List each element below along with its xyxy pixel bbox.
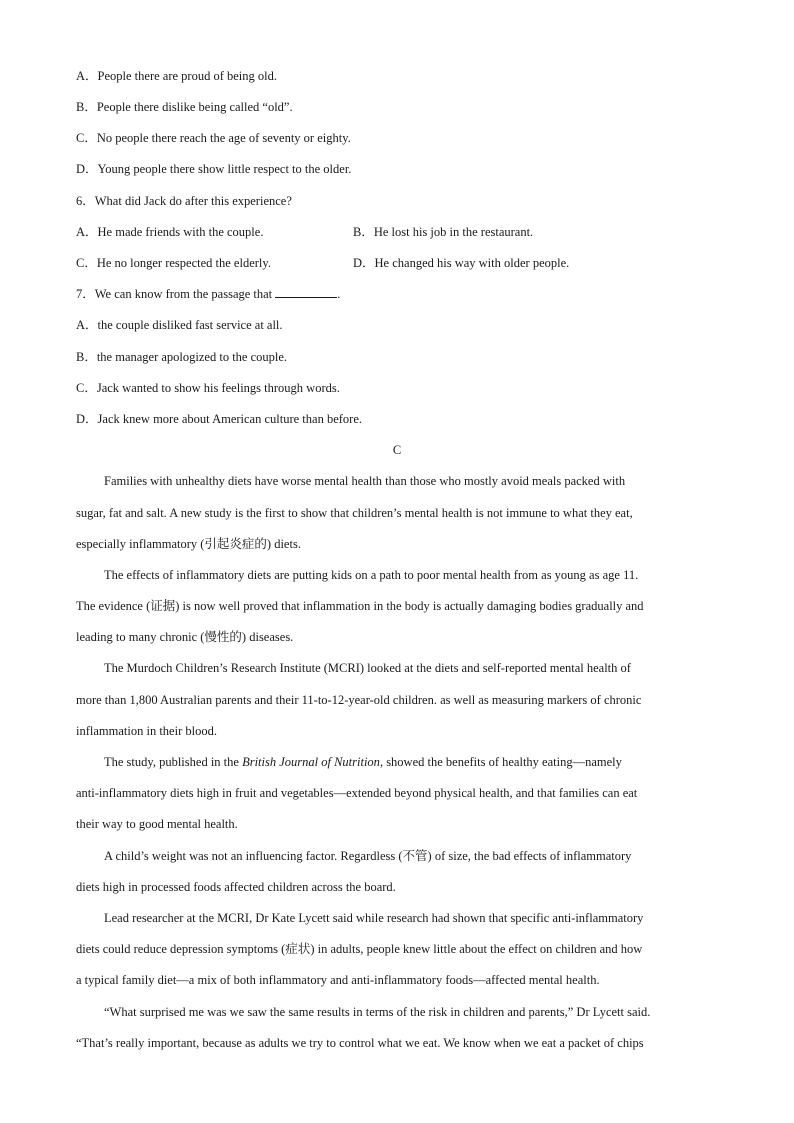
paragraph-4-text-b: , showed the benefits of healthy eating—namely [379,755,622,769]
q6-option-b: B．He lost his job in the restaurant. [353,225,534,239]
q5-option-a: A．People there are proud of being old. [76,69,277,83]
paragraph-3-line-2: more than 1,800 Australian parents and their 11-to-12-year-old children. as well as measuring markers of chronic [76,693,642,707]
paragraph-1-line-3: especially inflammatory (引起炎症的) diets. [76,537,301,551]
paragraph-4-line-1 [104,754,716,770]
paragraph-4-line-3: their way to good mental health. [76,817,238,831]
paragraph-7-line-2: “That’s really important, because as adults we try to control what we eat. We know when we eat a packet of chips [76,1036,644,1050]
q7-option-a: A．the couple disliked fast service at all. [76,318,283,332]
q5-option-b: B．People there dislike being called “old”. [76,100,293,114]
journal-title: British Journal of Nutrition [242,755,380,769]
q7-stem-suffix: . [337,287,341,301]
q7-option-b: B．the manager apologized to the couple. [76,350,288,364]
section-heading: C [392,443,402,457]
q7-stem-prefix: 7．We can know from the passage that [76,287,273,301]
paragraph-4-text-a: The study, published in the [104,755,243,769]
paragraph-6-line-1: Lead researcher at the MCRI, Dr Kate Lycett said while research had shown that specific anti-inflammatory [104,911,644,925]
q6-stem: 6．What did Jack do after this experience? [76,194,292,208]
q7-option-c: C．Jack wanted to show his feelings through words. [76,381,340,395]
paragraph-3-line-1: The Murdoch Children’s Research Institute (MCRI) looked at the diets and self-reported mental health of [104,661,631,675]
q7-option-d: D．Jack knew more about American culture than before. [76,412,363,426]
paragraph-6-line-2: diets could reduce depression symptoms (症状) in adults, people knew little about the effect on children and how [76,942,643,956]
paragraph-1-line-1: Families with unhealthy diets have worse mental health than those who mostly avoid meals packed with [104,474,626,488]
paragraph-5-line-1: A child’s weight was not an influencing factor. Regardless (不管) of size, the bad effects of inflammatory [104,849,632,863]
q5-option-c: C．No people there reach the age of seventy or eighty. [76,131,351,145]
answer-blank [275,286,337,298]
q6-option-c: C．He no longer respected the elderly. [76,256,271,270]
paragraph-2-line-2: The evidence (证据) is now well proved that inflammation in the body is actually damaging bodies gradually and [76,599,644,613]
q6-option-a: A．He made friends with the couple. [76,225,264,239]
paragraph-6-line-3: a typical family diet—a mix of both inflammatory and anti-inflammatory foods—affected mental health. [76,973,600,987]
paragraph-2-line-1: The effects of inflammatory diets are putting kids on a path to poor mental health from as young as age 11. [104,568,639,582]
paragraph-4-line-2: anti-inflammatory diets high in fruit and vegetables—extended beyond physical health, and that families can eat [76,786,638,800]
q5-option-d: D．Young people there show little respect to the older. [76,162,352,176]
paragraph-5-line-2: diets high in processed foods affected children across the board. [76,880,396,894]
paragraph-3-line-3: inflammation in their blood. [76,724,217,738]
paragraph-7-line-1: “What surprised me was we saw the same results in terms of the risk in children and parents,” Dr Lycett said. [104,1005,651,1019]
paragraph-1-line-2: sugar, fat and salt. A new study is the first to show that children’s mental health is not immune to what they eat, [76,506,633,520]
paragraph-2-line-3: leading to many chronic (慢性的) diseases. [76,630,294,644]
q7-stem [76,286,716,302]
q6-option-d: D．He changed his way with older people. [353,256,570,270]
